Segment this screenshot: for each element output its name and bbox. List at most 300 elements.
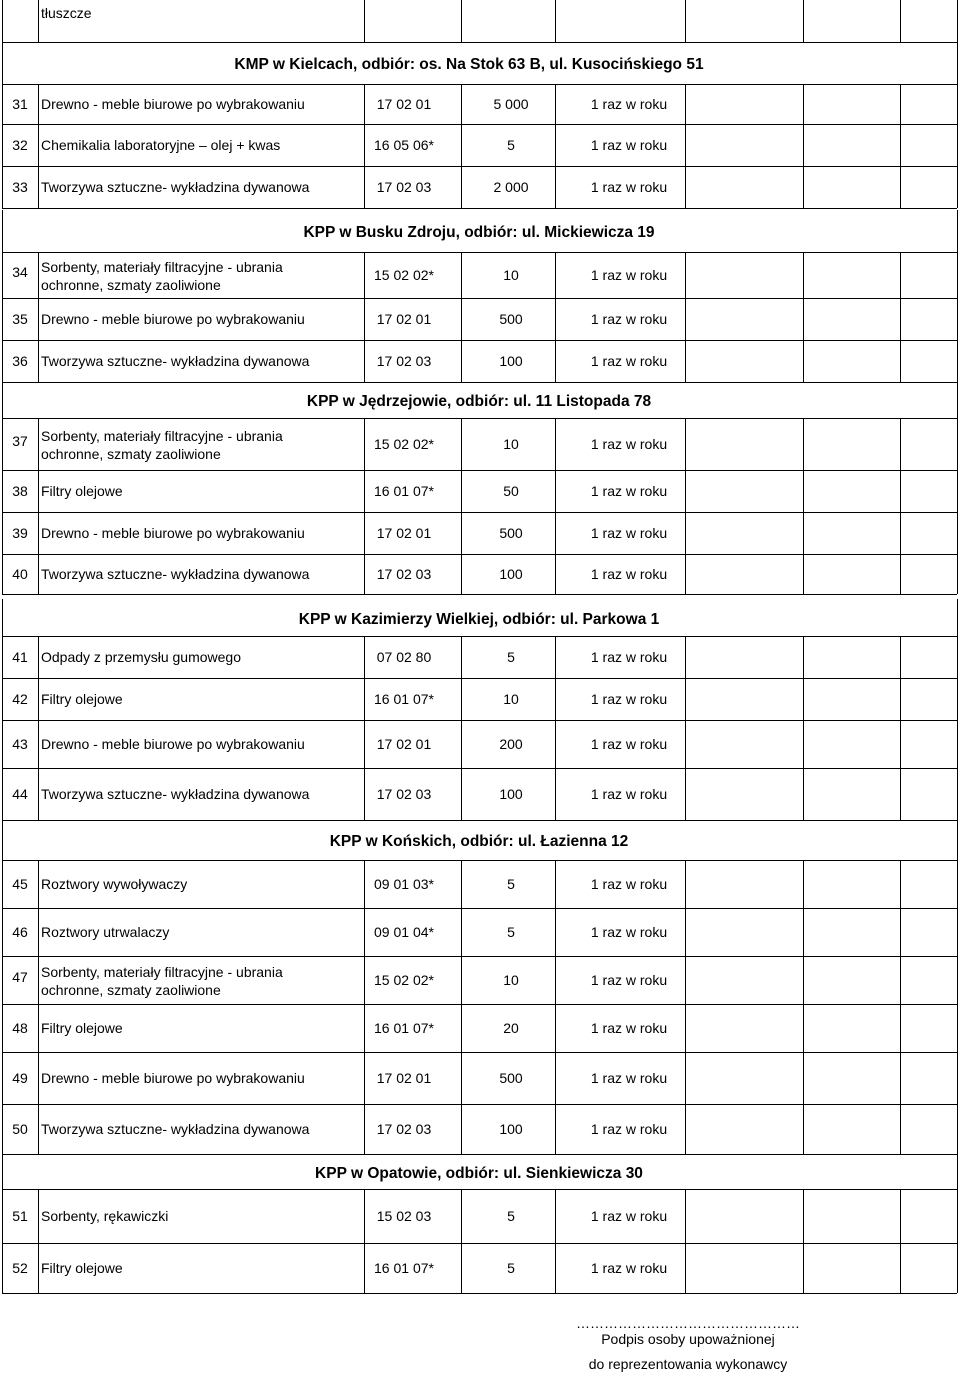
table-rule [38,860,39,908]
waste-code: 17 02 01 [376,525,432,541]
table-rule [2,1052,957,1053]
table-rule [461,860,462,908]
table-rule [2,1154,3,1189]
waste-code: 15 02 02* [374,436,434,452]
table-rule [2,1189,3,1243]
table-rule [555,860,556,908]
table-rule [2,0,3,42]
table-rule [2,1004,3,1052]
table-rule [555,252,556,298]
table-rule [364,470,365,512]
collection-frequency: 1 raz w roku [590,566,668,582]
table-rule [461,0,462,42]
table-rule [900,636,901,678]
table-rule [900,470,901,512]
table-rule [957,1052,958,1104]
table-rule [685,860,686,908]
table-rule [2,42,3,84]
table-rule [461,418,462,470]
table-rule [555,678,556,720]
table-rule [38,512,39,554]
table-rule [2,1052,3,1104]
table-rule [2,84,957,85]
waste-code: 17 02 03 [376,1121,432,1137]
table-rule [2,210,3,252]
table-rule [900,84,901,124]
table-rule [900,678,901,720]
waste-code: 15 02 02* [374,972,434,988]
waste-code: 09 01 04* [374,924,434,940]
table-rule [555,124,556,166]
waste-name: Tworzywa sztuczne- wykładzina dywanowa [41,179,310,195]
table-rule [957,512,958,554]
section-header: KMP w Kielcach, odbiór: os. Na Stok 63 B, ul. Kusocińskiego 51 [234,56,704,73]
table-rule [555,298,556,340]
table-rule [555,418,556,470]
table-rule [364,418,365,470]
table-rule [900,512,901,554]
table-rule [957,124,958,166]
row-number: 40 [12,566,28,582]
waste-name: Sorbenty, materiały filtracyjne - ubrania [41,428,283,444]
waste-code: 15 02 03 [376,1208,432,1224]
table-rule [2,418,957,419]
waste-quantity: 10 [503,691,519,707]
waste-quantity: 20 [503,1020,519,1036]
row-number: 50 [12,1121,28,1137]
table-rule [555,340,556,382]
waste-code: 17 02 01 [376,96,432,112]
section-header: KPP w Opatowie, odbiór: ul. Sienkiewicza 30 [315,1164,643,1182]
table-rule [461,678,462,720]
table-rule [2,208,957,209]
table-rule [461,720,462,768]
table-rule [803,1004,804,1052]
table-rule [364,512,365,554]
waste-code: 17 02 03 [376,786,432,802]
table-rule [2,1243,3,1293]
waste-name: Drewno - meble biurowe po wybrakowaniu [41,1070,305,1086]
table-rule [685,0,686,42]
row-number: 35 [12,311,28,327]
waste-name-line2: ochronne, szmaty zaoliwione [41,982,221,998]
table-rule [2,124,3,166]
table-rule [957,252,958,298]
table-rule [900,554,901,594]
collection-frequency: 1 raz w roku [590,1070,668,1086]
row-number: 39 [12,525,28,541]
table-rule [685,470,686,512]
waste-code: 07 02 80 [376,649,432,665]
waste-quantity: 100 [499,353,523,369]
table-rule [803,0,804,42]
waste-quantity: 500 [499,1070,523,1086]
waste-name: Drewno - meble biurowe po wybrakowaniu [41,96,305,112]
table-rule [957,678,958,720]
table-rule [2,252,3,298]
waste-quantity: 500 [499,525,523,541]
table-rule [803,252,804,298]
table-rule [803,166,804,208]
table-rule [803,908,804,956]
table-rule [38,908,39,956]
table-rule [803,418,804,470]
table-rule [900,908,901,956]
table-rule [900,860,901,908]
table-rule [803,636,804,678]
waste-code: 17 02 01 [376,1070,432,1086]
section-header: KPP w Kazimierzy Wielkiej, odbiór: ul. Parkowa 1 [298,610,660,628]
table-rule [2,340,3,382]
table-rule [900,298,901,340]
table-rule [900,768,901,820]
table-rule [555,512,556,554]
table-rule [364,908,365,956]
signature-label: Podpis osoby upoważnionej [601,1331,775,1347]
table-rule [803,470,804,512]
table-rule [957,1104,958,1154]
waste-name: Filtry olejowe [41,691,123,707]
table-rule [2,908,3,956]
row-number: 45 [12,876,28,892]
table-rule [2,340,957,341]
row-number: 47 [12,969,28,985]
table-rule [2,470,3,512]
table-rule [2,908,957,909]
table-rule [957,860,958,908]
table-rule [685,1052,686,1104]
table-rule [957,956,958,1004]
table-rule [2,298,957,299]
table-rule [803,124,804,166]
waste-code: 17 02 01 [376,736,432,752]
waste-quantity: 5 [507,137,515,153]
collection-frequency: 1 raz w roku [590,96,668,112]
table-rule [900,956,901,1004]
collection-frequency: 1 raz w roku [590,876,668,892]
table-rule [364,1189,365,1243]
table-rule [555,1104,556,1154]
table-rule [900,340,901,382]
table-rule [2,860,3,908]
waste-code: 16 05 06* [374,137,434,153]
table-rule [2,860,957,861]
table-rule [461,298,462,340]
table-rule [364,298,365,340]
table-rule [555,908,556,956]
table-rule [957,166,958,208]
row-number: 43 [12,736,28,752]
table-rule [2,1004,957,1005]
table-rule [555,720,556,768]
waste-name: Drewno - meble biurowe po wybrakowaniu [41,525,305,541]
table-rule [38,252,39,298]
waste-name: Filtry olejowe [41,1020,123,1036]
collection-frequency: 1 raz w roku [590,179,668,195]
collection-frequency: 1 raz w roku [590,924,668,940]
table-rule [685,1189,686,1243]
table-rule [685,956,686,1004]
table-rule [2,820,957,821]
table-rule [685,678,686,720]
waste-quantity: 10 [503,436,519,452]
table-rule [461,1189,462,1243]
collection-frequency: 1 raz w roku [590,353,668,369]
table-rule [461,554,462,594]
waste-name: Chemikalia laboratoryjne – olej + kwas [41,137,281,153]
table-rule [957,599,958,636]
row-number: 34 [12,264,28,280]
waste-name-line2: ochronne, szmaty zaoliwione [41,446,221,462]
table-rule [555,1052,556,1104]
waste-quantity: 5 [507,1208,515,1224]
row-number: 41 [12,649,28,665]
table-rule [461,84,462,124]
waste-quantity: 10 [503,972,519,988]
table-rule [685,1004,686,1052]
waste-name: Odpady z przemysłu gumowego [41,649,241,665]
table-rule [2,720,3,768]
table-rule [461,166,462,208]
signature-label-line2: do reprezentowania wykonawcy [588,1356,788,1372]
waste-quantity: 100 [499,1121,523,1137]
table-rule [461,1052,462,1104]
row-number: 38 [12,483,28,499]
table-rule [685,1243,686,1293]
table-rule [685,512,686,554]
collection-frequency: 1 raz w roku [590,786,668,802]
table-rule [957,908,958,956]
table-rule [2,382,957,383]
table-rule [364,554,365,594]
waste-code: 17 02 03 [376,353,432,369]
table-rule [803,298,804,340]
waste-name: Tworzywa sztuczne- wykładzina dywanowa [41,353,310,369]
row-number: 46 [12,924,28,940]
table-rule [364,720,365,768]
collection-frequency: 1 raz w roku [590,1260,668,1276]
table-rule [38,1052,39,1104]
section-header: KPP w Końskich, odbiór: ul. Łazienna 12 [329,833,629,850]
table-rule [461,636,462,678]
table-rule [2,1154,957,1155]
table-rule [957,382,958,418]
collection-frequency: 1 raz w roku [590,736,668,752]
table-rule [685,252,686,298]
collection-frequency: 1 raz w roku [590,137,668,153]
table-rule [2,554,957,555]
table-rule [38,166,39,208]
table-rule [957,42,958,84]
table-rule [2,1104,3,1154]
table-rule [900,166,901,208]
table-rule [685,720,686,768]
table-rule [803,1104,804,1154]
table-rule [900,1104,901,1154]
waste-quantity: 50 [503,483,519,499]
collection-frequency: 1 raz w roku [590,691,668,707]
table-rule [461,512,462,554]
table-rule [364,956,365,1004]
table-rule [364,768,365,820]
table-rule [461,470,462,512]
waste-name: Tworzywa sztuczne- wykładzina dywanowa [41,566,310,582]
table-rule [38,1189,39,1243]
table-rule [900,124,901,166]
waste-name: Filtry olejowe [41,1260,123,1276]
table-rule [38,1104,39,1154]
table-rule [2,84,3,124]
collection-frequency: 1 raz w roku [590,1208,668,1224]
waste-name: Tworzywa sztuczne- wykładzina dywanowa [41,1121,310,1137]
table-rule [2,678,957,679]
table-rule [957,820,958,860]
waste-code: 16 01 07* [374,1260,434,1276]
table-rule [38,470,39,512]
waste-name: Sorbenty, materiały filtracyjne - ubrania [41,259,283,275]
table-rule [2,768,3,820]
row-number: 31 [12,96,28,112]
table-rule [38,418,39,470]
row-number: 36 [12,353,28,369]
table-rule [555,0,556,42]
table-rule [2,720,957,721]
table-rule [803,678,804,720]
table-rule [555,554,556,594]
waste-name: Drewno - meble biurowe po wybrakowaniu [41,311,305,327]
waste-quantity: 5 [507,876,515,892]
table-rule [364,1104,365,1154]
table-rule [364,0,365,42]
table-rule [364,636,365,678]
table-rule [2,768,957,769]
table-rule [461,768,462,820]
table-rule [803,720,804,768]
waste-quantity: 5 000 [493,96,529,112]
collection-frequency: 1 raz w roku [590,483,668,499]
row-number: 33 [12,179,28,195]
table-rule [900,0,901,42]
table-rule [803,956,804,1004]
table-rule [364,84,365,124]
waste-code: 16 01 07* [374,691,434,707]
row-number: 37 [12,433,28,449]
table-rule [2,166,957,167]
table-rule [957,470,958,512]
table-rule [2,298,3,340]
table-rule [38,84,39,124]
table-rule [2,636,957,637]
section-header: KPP w Busku Zdroju, odbiór: ul. Mickiewicza 19 [303,224,655,241]
table-rule [461,908,462,956]
row-number: 48 [12,1020,28,1036]
table-rule [803,1189,804,1243]
waste-name: Sorbenty, rękawiczki [41,1208,169,1224]
table-rule [2,470,957,471]
table-rule [685,908,686,956]
row-number: 49 [12,1070,28,1086]
collection-frequency: 1 raz w roku [590,311,668,327]
table-rule [803,512,804,554]
table-rule [2,512,957,513]
table-rule [38,678,39,720]
table-rule [900,252,901,298]
table-rule [38,636,39,678]
row-number: 42 [12,691,28,707]
table-rule [957,1004,958,1052]
table-rule [957,636,958,678]
waste-quantity: 200 [499,736,523,752]
table-rule [957,298,958,340]
collection-frequency: 1 raz w roku [590,972,668,988]
table-rule [555,956,556,1004]
table-rule [685,84,686,124]
table-rule [364,124,365,166]
table-rule [685,340,686,382]
table-rule [2,382,3,418]
table-rule [2,636,3,678]
table-rule [38,298,39,340]
table-rule [685,298,686,340]
table-rule [461,1004,462,1052]
table-rule [364,252,365,298]
table-rule [38,124,39,166]
table-rule [957,210,958,252]
table-rule [555,1243,556,1293]
table-rule [364,678,365,720]
section-header: KPP w Jędrzejowie, odbiór: ul. 11 Listopada 78 [306,393,652,410]
waste-code: 09 01 03* [374,876,434,892]
collection-frequency: 1 raz w roku [590,525,668,541]
table-rule [2,594,957,595]
table-rule [364,860,365,908]
table-rule [957,418,958,470]
row-number: 44 [12,786,28,802]
waste-code: 15 02 02* [374,267,434,283]
table-rule [2,599,3,636]
table-rule [38,768,39,820]
table-rule [685,768,686,820]
waste-quantity: 5 [507,649,515,665]
table-rule [555,470,556,512]
table-rule [2,678,3,720]
collection-frequency: 1 raz w roku [590,436,668,452]
collection-frequency: 1 raz w roku [590,1020,668,1036]
table-rule [957,1189,958,1243]
table-rule [555,166,556,208]
waste-code: 16 01 07* [374,483,434,499]
table-rule [900,1052,901,1104]
row-number: 51 [12,1208,28,1224]
waste-quantity: 5 [507,1260,515,1276]
table-rule [461,252,462,298]
table-rule [461,1104,462,1154]
waste-name: Sorbenty, materiały filtracyjne - ubrania [41,964,283,980]
waste-code: 17 02 01 [376,311,432,327]
table-rule [803,340,804,382]
table-rule [38,1004,39,1052]
table-rule [461,956,462,1004]
table-rule [900,1243,901,1293]
table-rule [2,956,957,957]
row-number: 52 [12,1260,28,1276]
waste-quantity: 5 [507,924,515,940]
collection-frequency: 1 raz w roku [590,267,668,283]
table-rule [803,860,804,908]
table-rule [957,554,958,594]
table-rule [38,0,39,42]
table-rule [2,956,3,1004]
